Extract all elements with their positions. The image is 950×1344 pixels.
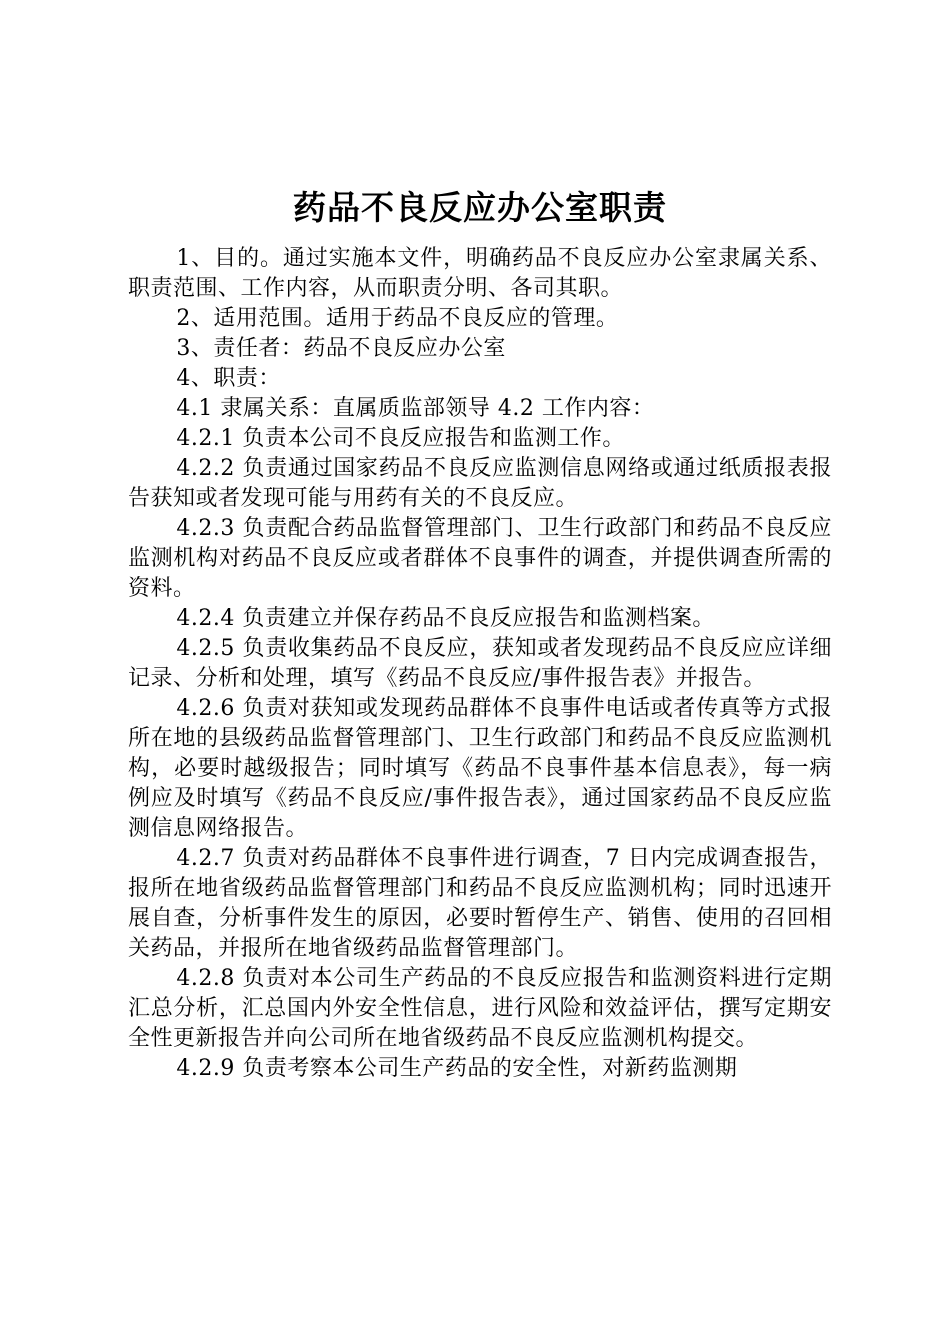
paragraph-4-2-7: 4.2.7 负责对药品群体不良事件进行调查，7 日内完成调查报告，报所在地省级药品监督管理部门和药品不良反应监测机构；同时迅速开展自查，分析事件发生的原因，必要时暂停生产、销售、使用的召回相关药品，并报所在地省级药品监督管理部门。 [128,846,832,961]
paragraph-purpose: 1、目的。通过实施本文件，明确药品不良反应办公室隶属关系、职责范围、工作内容，从而职责分明、各司其职。 [128,246,832,301]
paragraph-4-2-6: 4.2.6 负责对获知或发现药品群体不良事件电话或者传真等方式报所在地的县级药品监督管理部门、卫生行政部门和药品不良反应监测机构，必要时越级报告；同时填写《药品不良事件基本信息表》，每一病例应及时填写《药品不良反应/事件报告表》，通过国家药品不良反应监测信息网络报告。 [128,696,832,841]
paragraph-4-2-9: 4.2.9 负责考察本公司生产药品的安全性，对新药监测期 [176,1056,738,1081]
document-title: 药品不良反应办公室职责 [293,188,667,227]
paragraph-scope: 2、适用范围。适用于药品不良反应的管理。 [176,306,619,331]
paragraph-4-2-5: 4.2.5 负责收集药品不良反应，获知或者发现药品不良反应应详细记录、分析和处理，填写《药品不良反应/事件报告表》并报告。 [128,636,832,691]
paragraph-4-2-4: 4.2.4 负责建立并保存药品不良反应报告和监测档案。 [176,606,715,631]
paragraph-4-2-2: 4.2.2 负责通过国家药品不良反应监测信息网络或通过纸质报表报告获知或者发现可能与用药有关的不良反应。 [128,456,832,511]
paragraph-4-2-8: 4.2.8 负责对本公司生产药品的不良反应报告和监测资料进行定期汇总分析，汇总国内外安全性信息，进行风险和效益评估，撰写定期安全性更新报告并向公司所在地省级药品不良反应监测机构提交。 [128,966,832,1051]
paragraph-4-1: 4.1 隶属关系：直属质监部领导 4.2 工作内容： [176,396,655,421]
paragraph-4-2-3: 4.2.3 负责配合药品监督管理部门、卫生行政部门和药品不良反应监测机构对药品不良反应或者群体不良事件的调查，并提供调查所需的资料。 [128,516,832,601]
paragraph-responsible: 3、责任者：药品不良反应办公室 [176,336,506,361]
document-body [128,244,832,1084]
paragraph-4-2-1: 4.2.1 负责本公司不良反应报告和监测工作。 [176,426,625,451]
paragraph-duties-heading: 4、职责： [176,366,281,391]
document-page [128,186,832,1084]
